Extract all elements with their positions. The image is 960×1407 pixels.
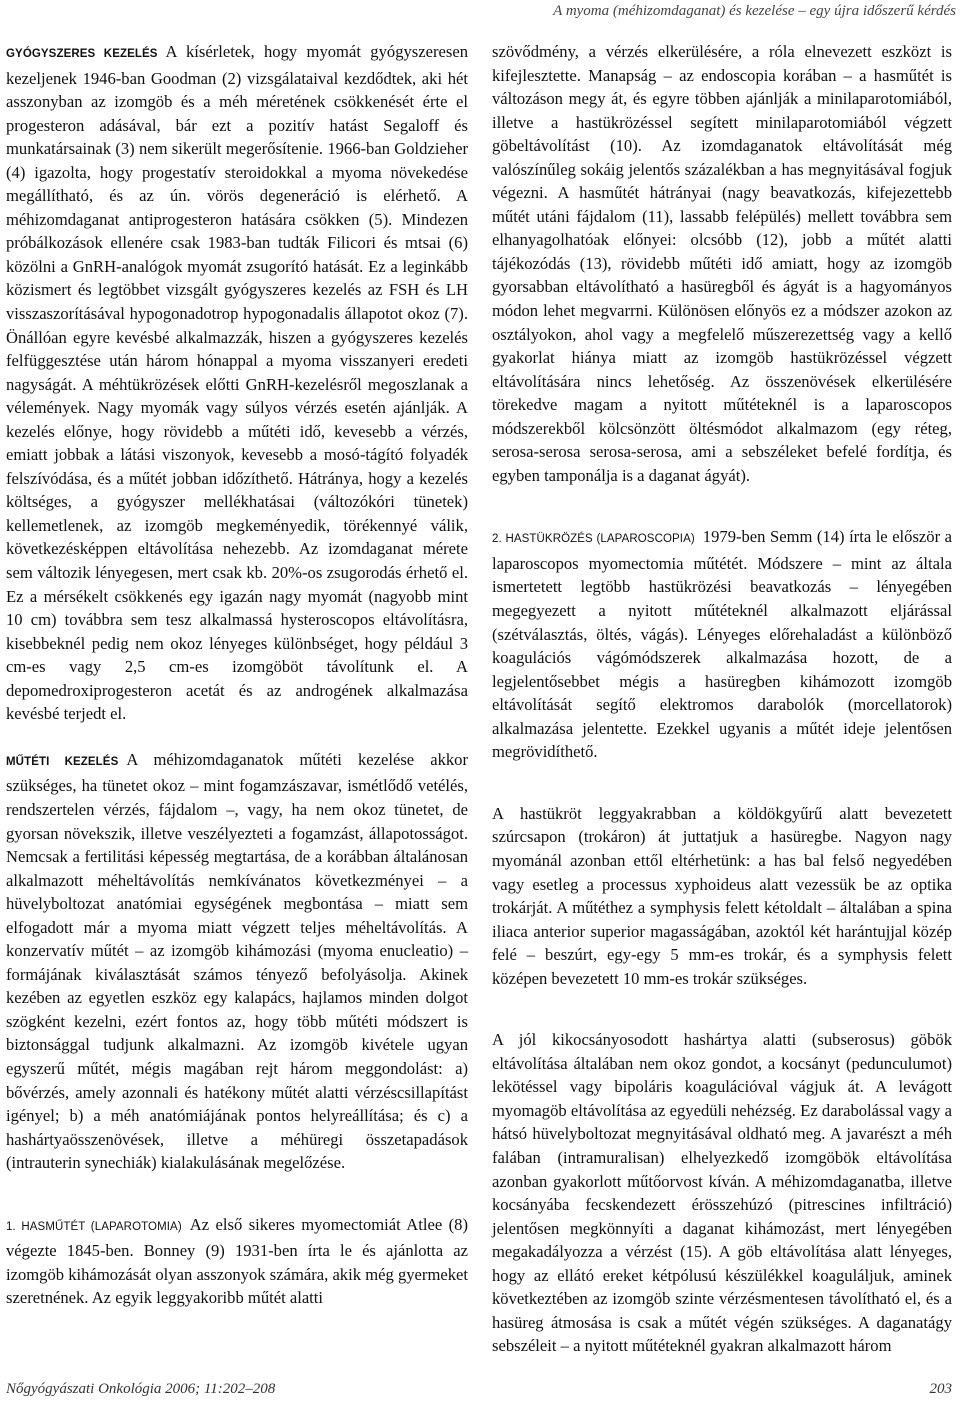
paragraph-surgical-treatment	[6, 748, 468, 1175]
section-heading-surgical-treatment: MŰTÉTI KEZELÉS	[6, 755, 119, 768]
subsection-heading-laparoscopy: 2. HASTÜKRÖZÉS (LAPAROSCOPIA)	[492, 533, 695, 546]
paragraph-laparotomy-continued	[492, 40, 952, 487]
paragraph-text: 1979-ben Semm (14) írta le először a laparoscopos myomectomia műtétét. Módszere – mint az általa ismertetett legtöbb hastükrözési beavatkozás – lényegében megegyezett a nyitott műtéteknél alkalmazott eljárással (szétválasztás, öltés, vágás). Lényeges előrehaladást a különböző koagulációs vágómódszerek alkalmazása hozott, de a legjelentősebbet mégis a hasüregben kihámozott izomgöb eltávolítását segítő elektromos darabolók (morcellatorok) alkalmazása jelentette. Ezekkel ugyanis a műtét ideje jelentősen megrövidíthető.	[492, 527, 952, 762]
left-column	[6, 40, 468, 1310]
footer-page-number: 203	[929, 1381, 952, 1397]
paragraph-text: A jól kikocsányosodott hashártya alatti (subserosus) göbök eltávolítása általában nem okoz gondot, a kocsányt (pedunculumot) lekötéssel vagy bipoláris koagulációval vágjuk át. A levágott myomagöb eltávolítása az egyedüli nehézség. Ez darabolással vagy a hátsó hüvelyboltozat megnyitásával oldható meg. A javarészt a méh falában (intramuralisan) elhelyezkedő izomgöbök eltávolítása azonban gyakorlott műtőorvost kíván. A méhizomdaganatba, illetve kocsányába fecskendezett érösszehúzó (pitrescines infiltráció) jelentősen megkönnyíti a daganat kihámozást, mert lényegében megakadályozza a vérzést (15). A göb eltávolítása alatt lényeges, hogy az ellátó ereket kétpólusú készülékkel koaguláljuk, aminek következtében az izomgöb szinte vérzésmentesen távolítható el, és a hasüreg átmosása is csak a műtét végén szükséges. A daganatágy sebszéleit – a nyitott műtéteknél gyakran alkalmazott három	[492, 1030, 952, 1356]
paragraph-text: A kísérletek, hogy myomát gyógyszeresen kezeljenek 1946-ban Goodman (2) vizsgálataival kezdődtek, aki hét asszonyban az izomgöb és a méh méretének csökkenését érte el progesteron adásával, bár ezt a pozitív hatást Segaloff és munkatársainak (3) nem sikerült megerősítenie. 1966-ban Goldzieher (4) igazolta, hogy progestatív steroidokkal a myoma növekedése megállítható, és az ún. vörös degeneráció is elérhető. A méhizomdaganat antiprogesteron hatására csökken (5). Mindezen próbálkozások ellenére csak 1983-ban tudták Filicori és mtsai (6) közölni a GnRH-analógok myomát zsugorító hatását. Ez a leginkább közismert és legtöbbet vizsgált gyógyszeres kezelés az FSH és LH visszaszorításával hypogonadotrop hypogonadalis állapotot okoz (7). Önállóan egyre kevésbé alkalmazzák, hiszen a gyógyszeres kezelés felfüggesztése után három hónappal a myoma visszanyeri eredeti nagyságát. A méhtükrözések előtti GnRH-kezelésről megoszlanak a vélemények. Nagy myomák vagy súlyos vérzés esetén ajánlják. A kezelés előnye, hogy rövidebb a műtéti idő, kevesebb a vérzés, emiatt jobbak a látási viszonyok, kevesebb a mosó-tágító folyadék felszívódása, és a műtét jobban időzíthető. Hátránya, hogy a kezelés költséges, a gyógyszer mellékhatásai (változókóri tünetek) kellemetlenek, az izomgöb megkeményedik, törékennyé válik, következésképpen eltávolítása nehezebb. Az izomdaganat mérete sem változik lényegesen, mert csak kb. 20%-os zsugorodás érhető el. Ez a mérsékelt csökkenés egy igazán nagy myomát (nagyobb mint 10 cm) továbbra sem tesz alkalmassá hysteroscopos eltávolításra, kisebbeknél pedig nem okoz lényeges különbséget, hogy például 3 cm-es vagy 2,5 cm-es izomgöböt távolítunk el. A depomedroxiprogesteron acetát és az androgének alkalmazása kevésbé terjedt el.	[6, 42, 468, 724]
paragraph-text: A hastükröt leggyakrabban a köldökgyűrű alatt bevezetett szúrcsapon (trokáron) át juttatjuk a hasüregbe. Nagyon nagy myománál azonban ettől eltérhetünk: a has bal felső negyedében vagy esetleg a processus xyphoideus alatt vezessük be az optika trokárját. A műtéthez a symphysis felett kétoldalt – általában a spina iliaca anterior superior magasságában, azoktól két harántujjal közép felé – beszúrt, egy-egy 5 mm-es trokár, és a symphysis felett középen bevezetett 10 mm-es trokár szükséges.	[492, 803, 952, 988]
footer-journal-citation: Nőgyógyászati Onkológia 2006; 11:202–208	[6, 1381, 276, 1397]
right-column	[492, 40, 952, 1358]
paragraph-text: A méhizomdaganatok műtéti kezelése akkor szükséges, ha tünetet okoz – mint fogamzászavar, ismétlődő vetélés, rendszertelen vérzés, fájdalom –, vagy, ha nem okoz tünetet, de gyorsan növekszik, illetve veszélyezteti a fogamzást, állapotosságot. Nemcsak a fertilitási képesség megtartása, de a korábban általánosan alkalmazott méheltávolítás nemkívánatos következményei – a hüvelyboltozat anatómiai egységének megbontása – miatt sem elfogadott már a myoma miatt végzett teljes méheltávolítás. A konzervatív műtét – az izomgöb kihámozási (myoma enucleatio) – formájának kiválasztását számos tényező befolyásolja. Akinek kezében az egyetlen eszköz egy kalapács, hajlamos minden dolgot szögként kezelni, ezért fontos az, hogy több műtéti módszert is biztonsággal tudjunk alkalmazni. Az izomgöb kivétele ugyan egyszerű műtét, mégis magában rejt három meggondolást: a) bővérzés, amely azonnali és hatékony műtét alatti vérzéscsillapítást igényel; b) a méh anatómiájának pontos helyreállítása; és c) a hashártyaösszenövések, illetve a méhüregi összetapadások (intrauterin synechiák) kialakulásának megelőzése.	[6, 749, 468, 1173]
paragraph-laparotomy	[6, 1213, 468, 1310]
subsection-heading-laparotomy: 1. HASMŰTÉT (LAPAROTOMIA)	[6, 1220, 182, 1233]
paragraph-subserous-nodes	[492, 1028, 952, 1358]
section-heading-drug-treatment: GYÓGYSZERES KEZELÉS	[6, 48, 158, 60]
paragraph-drug-treatment	[6, 40, 468, 726]
paragraph-laparoscopy	[492, 525, 952, 763]
paragraph-text: Az első sikeres myomectomiát Atlee (8) végezte 1845-ben. Bonney (9) 1931-ben írta le és ajánlotta az izomgöb kihámozását olyan asszonyok számára, akik még gyermeket szeretnének. Az egyik leggyakoribb műtét alatti	[6, 1214, 468, 1308]
paragraph-text: szövődmény, a vérzés elkerülésére, a róla elnevezett eszközt is kifejlesztette. Manapság – az endoscopia korában – a hasműtét is változáson megy át, és egyre többen ajánlják a minilaparotomiából, illetve a hastükrözéssel segített minilaparotomiából végzett göbeltávolítást (10). Az izomdaganatok eltávolítását még valószínűleg sokáig jelentős százalékban a has megnyitásával fogjuk végezni. A hasműtét hátrányai (nagy beavatkozás, kifejezettebb műtét utáni fájdalom (11), lassabb felépülés) mellett továbbra sem elhanyagolhatóak előnyei: olcsóbb (12), jobb a műtét alatti tájékozódás (13), rövidebb műtéti idő amiatt, hogy az izomgöb gyorsabban eltávolítható a hasüregből és ágyát is a hagyományos módon lehet megvarrni. Különösen előnyös ez a módszer azokon az osztályokon, ahol vagy a megfelelő műszerezettség vagy a kellő gyakorlat hiánya miatt az izomgöb hastükrözéssel végzett eltávolítására nincs lehetőség. Az összenövések elkerülésére törekedve magam a nyitott műtéteknél is a laparoscopos módszerekből kölcsönzött öltésmódot alkalmazom (egy réteg, serosa-serosa serosa-serosa, ami a sebszéleket befelé fordítja, és egyben tamponálja is a daganat ágyát).	[492, 42, 952, 485]
paragraph-trocar-placement	[492, 802, 952, 990]
running-header: A myoma (méhizomdaganat) és kezelése – egy újra időszerű kérdés	[553, 3, 956, 19]
